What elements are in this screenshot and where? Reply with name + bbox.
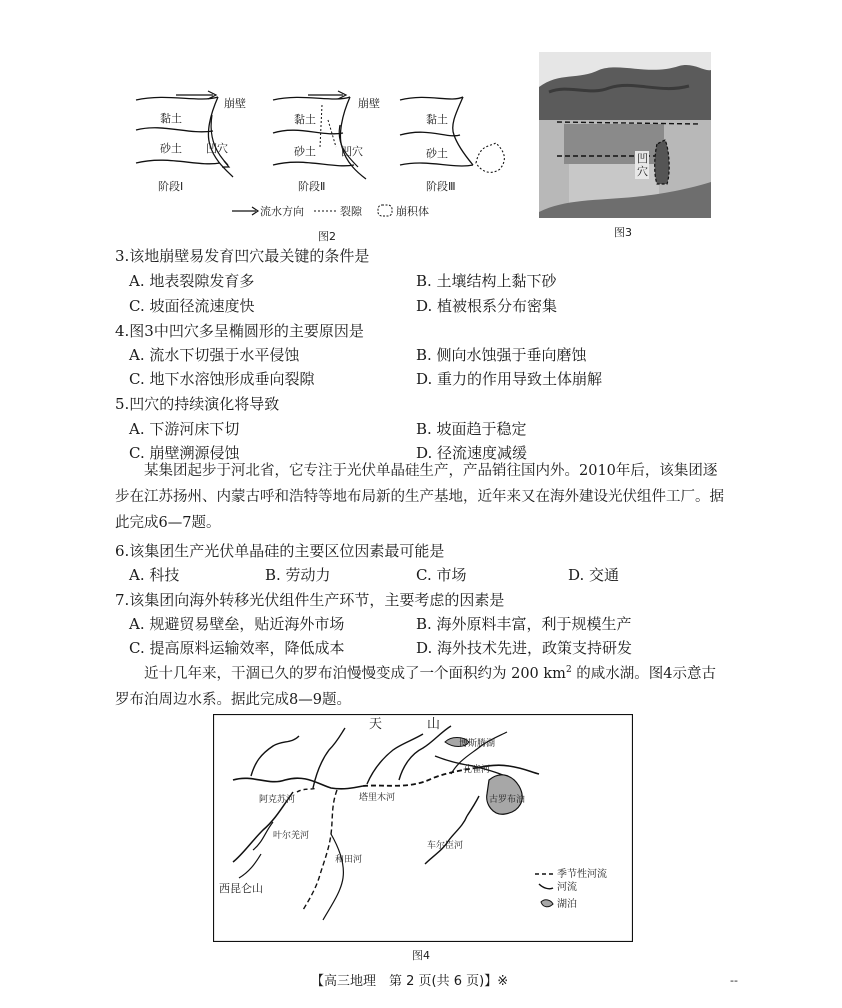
map-shan-label: 山 [427, 717, 441, 732]
map-bosten-label: 博斯腾湖 [459, 739, 496, 749]
map-legend-river: 河流 [557, 882, 577, 893]
q6-option-a[interactable]: A. 科技 [129, 566, 180, 584]
map-yarkand-label: 叶尔羌河 [273, 831, 310, 841]
map-kongque-label: 孔雀河 [463, 765, 491, 775]
passage-1: 某集团起步于河北省，它专注于光伏单晶硅生产，产品销往国内外。2010年后，该集团逐步在江苏扬州、内蒙古呼和浩特等地布局新的生产基地，近年来又在海外建设光伏组件工厂。据此完成6—7题。 [115, 463, 724, 531]
q6-option-c[interactable]: C. 市场 [416, 566, 467, 584]
q4-option-c[interactable]: C. 地下水溶蚀形成垂向裂隙 [129, 370, 315, 388]
stage-3-sand-label: 砂土 [426, 147, 448, 160]
passage-2-sup: 2 [565, 665, 572, 675]
q7-option-d[interactable]: D. 海外技术先进，政策支持研发 [416, 639, 633, 657]
q5-option-c[interactable]: C. 崩壁溯源侵蚀 [129, 444, 240, 462]
stage-1-diagram [136, 91, 233, 177]
q4-option-a[interactable]: A. 流水下切强于水平侵蚀 [129, 346, 300, 364]
stage-2-cave-label: 凹穴 [341, 145, 363, 158]
figure-2-caption: 图2 [318, 230, 336, 243]
legend-flow-label: 流水方向 [260, 205, 304, 218]
q6-stem: 6.该集团生产光伏单晶硅的主要区位因素最可能是 [115, 542, 445, 560]
q6-option-d[interactable]: D. 交通 [568, 566, 620, 584]
stage-2-sand-label: 砂土 [294, 145, 316, 158]
map-legend-seasonal: 季节性河流 [557, 869, 607, 880]
map-aksu-label: 阿克苏河 [259, 795, 296, 805]
page-footer: 【高三地理 第 2 页(共 6 页)】※ [311, 974, 509, 989]
q5-option-a[interactable]: A. 下游河床下切 [129, 420, 240, 438]
q3-option-c[interactable]: C. 坡面径流速度快 [129, 297, 255, 315]
stage-3-diagram [400, 97, 504, 172]
map-cherchen-label: 车尔臣河 [427, 841, 464, 851]
stage-1-sand-label: 砂土 [160, 142, 182, 155]
map-tian-label: 天 [369, 717, 383, 732]
map-tarim-label: 塔里木河 [359, 793, 396, 803]
figure-4-map [213, 714, 633, 942]
passage-2-after: 的咸水湖。图4示意古罗布泊周边水系。据此完成8—9题。 [115, 665, 717, 708]
figure-4-caption: 图4 [412, 949, 430, 962]
stage-1-wall-label: 崩壁 [224, 97, 246, 110]
q4-option-b[interactable]: B. 侧向水蚀强于垂向磨蚀 [416, 346, 587, 364]
stage-1-clay-label: 黏土 [160, 112, 182, 125]
q7-stem: 7.该集团向海外转移光伏组件生产环节，主要考虑的因素是 [115, 591, 505, 609]
q4-option-d[interactable]: D. 重力的作用导致土体崩解 [416, 370, 603, 388]
legend-crack-label: 裂隙 [340, 205, 362, 218]
q3-stem: 3.该地崩壁易发育凹穴最关键的条件是 [115, 247, 370, 265]
legend-debris-label: 崩积体 [396, 205, 429, 218]
q5-stem: 5.凹穴的持续演化将导致 [115, 395, 280, 413]
q5-option-b[interactable]: B. 坡面趋于稳定 [416, 420, 527, 438]
map-lop-label: 古罗布泊 [489, 795, 526, 805]
map-legend-lake: 湖泊 [557, 899, 577, 910]
map-kunlun-label: 西昆仑山 [219, 882, 263, 895]
stage-2-clay-label: 黏土 [294, 113, 316, 126]
figure-3-caption: 图3 [614, 226, 632, 239]
q7-option-c[interactable]: C. 提高原料运输效率，降低成本 [129, 639, 345, 657]
q4-stem: 4.图3中凹穴多呈椭圆形的主要原因是 [115, 322, 364, 340]
q7-option-a[interactable]: A. 规避贸易壁垒，贴近海外市场 [129, 615, 345, 633]
passage-2-before: 近十几年来，干涸已久的罗布泊慢慢变成了一个面积约为 200 km [144, 665, 566, 682]
map-hotan-label: 和田河 [335, 855, 363, 865]
figure-3-cave-label: 凹穴 [637, 152, 648, 178]
stage-3-stage-label: 阶段Ⅲ [426, 180, 456, 193]
figure-3-photo [539, 52, 711, 218]
stage-1-cave-label: 凹穴 [206, 142, 228, 155]
stage-2-diagram [273, 91, 366, 179]
q3-option-a[interactable]: A. 地表裂隙发育多 [129, 272, 255, 290]
q6-option-b[interactable]: B. 劳动力 [265, 566, 331, 584]
figure-2-diagram [128, 85, 528, 225]
passage-2 [115, 657, 727, 713]
q3-option-d[interactable]: D. 植被根系分布密集 [416, 297, 558, 315]
corner-mark: -- [730, 974, 738, 987]
stage-2-wall-label: 崩壁 [358, 97, 380, 110]
stage-1-stage-label: 阶段Ⅰ [158, 180, 184, 193]
q7-option-b[interactable]: B. 海外原料丰富，利于规模生产 [416, 615, 632, 633]
stage-3-clay-label: 黏土 [426, 113, 448, 126]
q5-option-d[interactable]: D. 径流速度减缓 [416, 444, 528, 462]
q3-option-b[interactable]: B. 土壤结构上黏下砂 [416, 272, 557, 290]
stage-2-stage-label: 阶段Ⅱ [298, 180, 326, 193]
